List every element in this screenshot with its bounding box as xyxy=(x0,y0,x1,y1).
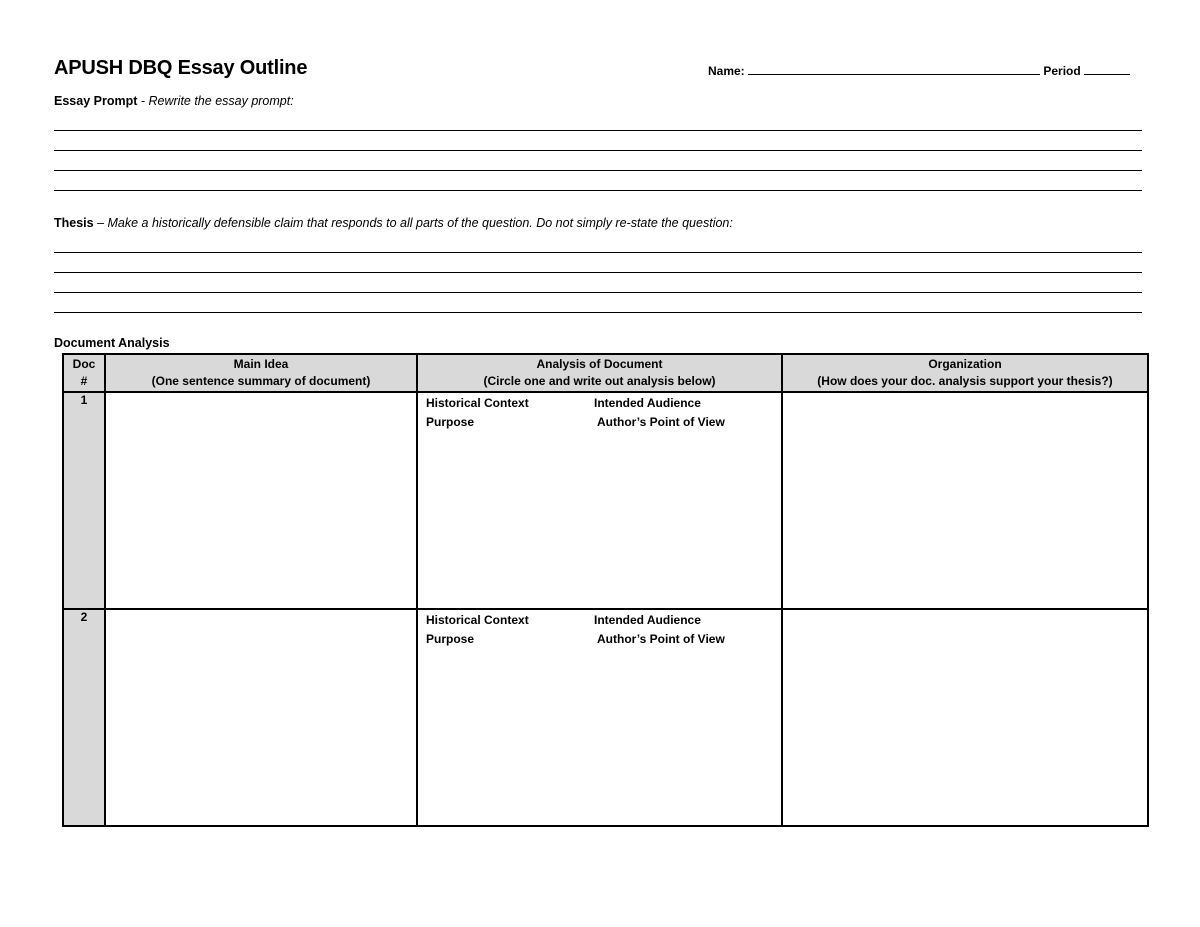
option-point-of-view[interactable]: Author’s Point of View xyxy=(597,415,725,429)
name-period-line xyxy=(708,64,1130,78)
essay-prompt-label xyxy=(54,94,294,108)
period-blank[interactable] xyxy=(1084,64,1130,75)
thesis-writing-line[interactable] xyxy=(54,252,1142,253)
column-header-line: Main Idea xyxy=(233,357,289,371)
document-analysis-heading: Document Analysis xyxy=(54,336,170,350)
column-header-line: Doc xyxy=(72,357,96,371)
document-analysis-table xyxy=(62,353,1149,827)
option-intended-audience[interactable]: Intended Audience xyxy=(594,613,701,627)
organization-cell[interactable] xyxy=(782,609,1148,826)
page-title: APUSH DBQ Essay Outline xyxy=(54,57,308,79)
essay-prompt-instruction: - Rewrite the essay prompt: xyxy=(140,94,294,108)
period-label: Period xyxy=(1043,64,1081,78)
option-historical-context[interactable]: Historical Context xyxy=(426,613,529,627)
thesis-title: Thesis xyxy=(54,216,94,230)
prompt-writing-line[interactable] xyxy=(54,130,1142,131)
prompt-writing-line[interactable] xyxy=(54,170,1142,171)
option-point-of-view[interactable]: Author’s Point of View xyxy=(597,632,725,646)
main-idea-cell[interactable] xyxy=(105,392,417,609)
column-header-subline: (One sentence summary of document) xyxy=(151,374,371,388)
column-header-line: Organization xyxy=(928,357,1002,371)
main-idea-cell[interactable] xyxy=(105,609,417,826)
name-blank[interactable] xyxy=(748,64,1040,75)
prompt-writing-line[interactable] xyxy=(54,190,1142,191)
column-header-analysis xyxy=(417,354,782,392)
name-label: Name: xyxy=(708,64,745,78)
column-header-main-idea xyxy=(105,354,417,392)
thesis-label xyxy=(54,216,733,230)
option-purpose[interactable]: Purpose xyxy=(426,415,475,429)
column-header-subline: (How does your doc. analysis support your thesis?) xyxy=(817,374,1113,388)
thesis-writing-line[interactable] xyxy=(54,272,1142,273)
thesis-instruction: – Make a historically defensible claim that responds to all parts of the question. Do not simply re-state the question: xyxy=(97,216,733,230)
doc-number-cell: 2 xyxy=(63,609,105,826)
column-header-organization xyxy=(782,354,1148,392)
analysis-options xyxy=(418,393,781,433)
column-header-subline: (Circle one and write out analysis below) xyxy=(483,374,716,388)
option-purpose[interactable]: Purpose xyxy=(426,632,475,646)
column-header-doc xyxy=(63,354,105,392)
analysis-options xyxy=(418,610,781,650)
essay-prompt-title: Essay Prompt xyxy=(54,94,138,108)
analysis-cell[interactable] xyxy=(417,392,782,609)
table-row xyxy=(63,609,1148,826)
thesis-writing-line[interactable] xyxy=(54,312,1142,313)
column-header-line: Analysis of Document xyxy=(536,357,663,371)
doc-number-cell: 1 xyxy=(63,392,105,609)
thesis-writing-line[interactable] xyxy=(54,292,1142,293)
organization-cell[interactable] xyxy=(782,392,1148,609)
option-intended-audience[interactable]: Intended Audience xyxy=(594,396,701,410)
table-header-row xyxy=(63,354,1148,392)
column-header-subline: # xyxy=(80,374,88,388)
analysis-cell[interactable] xyxy=(417,609,782,826)
option-historical-context[interactable]: Historical Context xyxy=(426,396,529,410)
prompt-writing-line[interactable] xyxy=(54,150,1142,151)
table-row xyxy=(63,392,1148,609)
